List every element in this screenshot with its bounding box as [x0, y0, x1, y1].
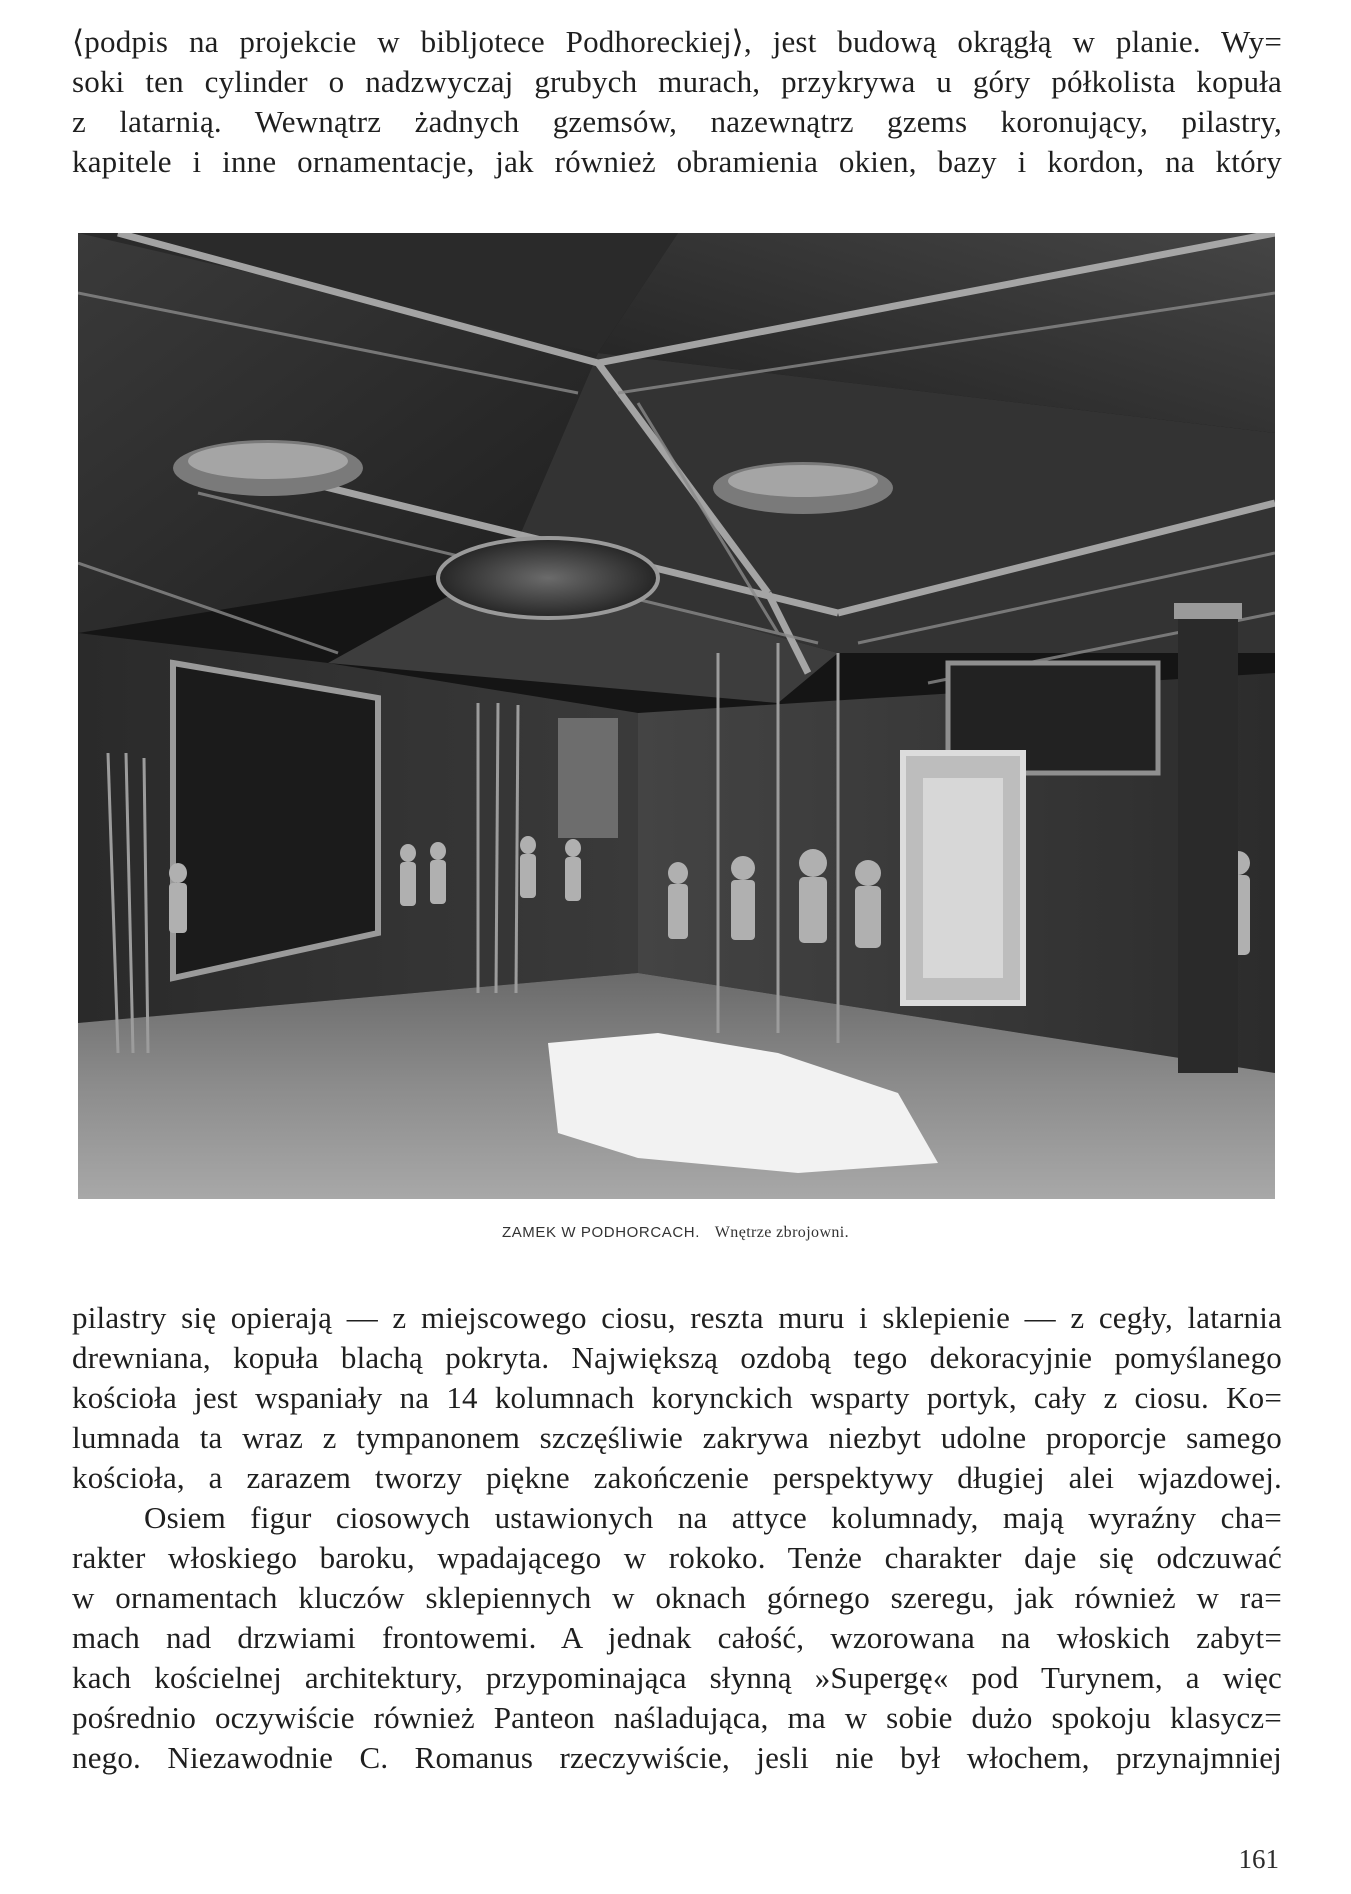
top-paragraph [72, 22, 1282, 182]
page-number: 161 [1238, 1844, 1279, 1874]
text-line: kapitele i inne ornamentacje, jak również obramienia okien, bazy i kordon, na który [72, 144, 1282, 179]
text-line: kach kościelnej architektury, przypominająca słynną »Supergę« pod Turynem, a więc [72, 1660, 1282, 1695]
text-line: rakter włoskiego baroku, wpadającego w rokoko. Tenże charakter daje się odczuwać [72, 1540, 1282, 1575]
text-line: drewniana, kopuła blachą pokryta. Największą ozdobą tego dekoracyjnie pomyślanego [72, 1340, 1282, 1375]
caption-title: ZAMEK W PODHORCACH. [501, 1224, 701, 1241]
text-line: lumnada ta wraz z tympanonem szczęśliwie zakrywa niezbyt udolne proporcje samego [72, 1420, 1282, 1455]
figure-caption [0, 1224, 1351, 1242]
caption-subtitle: Wnętrze zbrojowni. [714, 1224, 850, 1241]
photo-illustration [78, 233, 1275, 1199]
text-line: w ornamentach kluczów sklepiennych w oknach górnego szeregu, jak również w ra= [72, 1580, 1282, 1615]
text-line: nego. Niezawodnie C. Romanus rzeczywiście, jesli nie był włochem, przynajmniej [72, 1740, 1282, 1775]
armory-interior-photo [78, 233, 1275, 1199]
text-line: kościoła jest wspaniały na 14 kolumnach korynckich wsparty portyk, cały z ciosu. Ko= [72, 1380, 1282, 1415]
text-line: pilastry się opierają — z miejscowego ciosu, reszta muru i sklepienie — z cegły, latarnia [72, 1300, 1282, 1335]
text-line: ⟨podpis na projekcie w bibljotece Podhoreckiej⟩, jest budową okrągłą w planie. Wy= [72, 24, 1282, 59]
text-line: soki ten cylinder o nadzwyczaj grubych murach, przykrywa u góry półkolista kopuła [72, 64, 1282, 99]
text-line: kościoła, a zarazem tworzy piękne zakończenie perspektywy długiej alei wjazdowej. [72, 1460, 1282, 1495]
text-line: Osiem figur ciosowych ustawionych na attyce kolumnady, mają wyraźny cha= [144, 1500, 1282, 1535]
text-line: pośrednio oczywiście również Panteon naśladująca, ma w sobie dużo spokoju klasycz= [72, 1700, 1282, 1735]
bottom-paragraphs [72, 1298, 1282, 1778]
text-line: z latarnią. Wewnątrz żadnych gzemsów, nazewnątrz gzems koronujący, pilastry, [72, 104, 1282, 139]
text-line: mach nad drzwiami frontowemi. A jednak całość, wzorowana na włoskich zabyt= [72, 1620, 1282, 1655]
